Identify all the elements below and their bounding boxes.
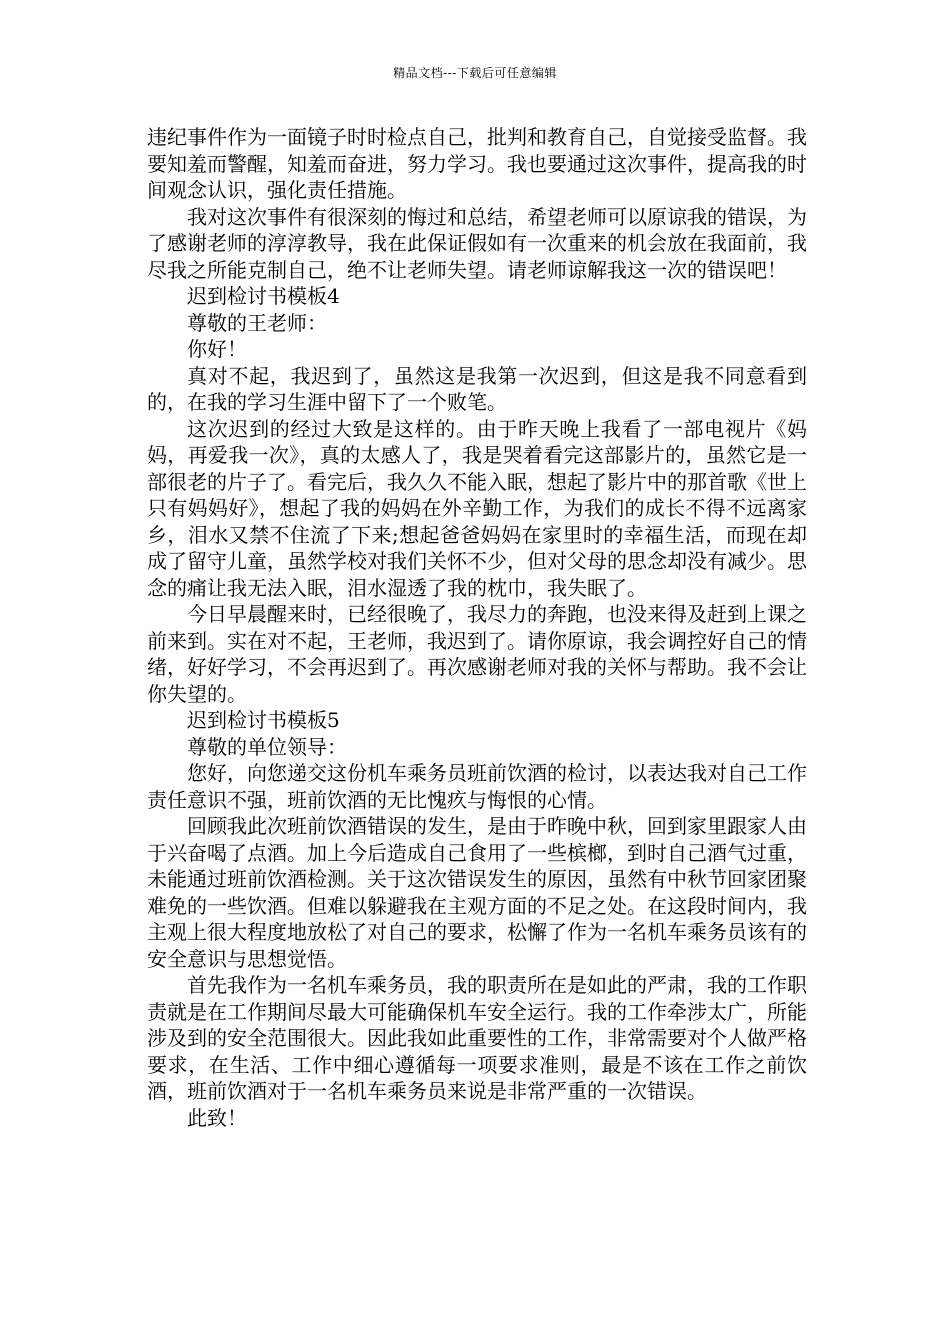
paragraph: 回顾我此次班前饮酒错误的发生，是由于昨晚中秋，回到家里跟家人由于兴奋喝了点酒。加上今后造成自己食用了一些槟榔，到时自己酒气过重，未能通过班前饮酒检测。关于这次错误发生的原因，虽然有中秋节回家团聚难免的一些饮酒。但难以躲避我在主观方面的不足之处。在这段时间内，我主观上很大程度地放松了对自己的要求，松懈了作为一名机车乘务员该有的安全意识与思想觉悟。 <box>147 814 807 971</box>
paragraph: 今日早晨醒来时，已经很晚了，我尽力的奔跑，也没来得及赶到上课之前来到。实在对不起，王老师，我迟到了。请你原谅，我会调控好自己的情绪，好好学习，不会再迟到了。再次感谢老师对我的关怀与帮助。我不会让你失望的。 <box>147 602 807 706</box>
section-title: 迟到检讨书模板4 <box>187 284 340 308</box>
paragraph: 这次迟到的经过大致是这样的。由于昨天晚上我看了一部电视片《妈妈，再爱我一次》，真的太感人了，我是哭着看完这部影片的，虽然它是一部很老的片子了。看完后，我久久不能入眠，想起了影片中的那首歌《世上只有妈妈好》，想起了我的妈妈在外辛勤工作，为我们的成长不得不远离家乡，泪水又禁不住流了下来;想起爸爸妈妈在家里时的幸福生活，而现在却成了留守儿童，虽然学校对我们关怀不少，但对父母的思念却没有减少。思念的痛让我无法入眠，泪水湿透了我的枕巾，我失眠了。 <box>147 416 807 600</box>
salutation: 尊敬的王老师： <box>187 310 327 335</box>
page-header: 精品文档---下载后可任意编辑 <box>393 66 557 80</box>
paragraph: 首先我作为一名机车乘务员，我的职责所在是如此的严肃，我的工作职责就是在工作期间尽最大可能确保机车安全运行。我的工作牵涉太广，所能涉及到的安全范围很大。因此我如此重要性的工作，非常需要对个人做严格要求，在生活、工作中细心遵循每一项要求准则，最是不该在工作之前饮酒，班前饮酒对于一名机车乘务员来说是非常严重的一次错误。 <box>147 973 807 1103</box>
closing: 此致！ <box>187 1105 247 1130</box>
paragraph: 真对不起，我迟到了，虽然这是我第一次迟到，但这是我不同意看到的，在我的学习生涯中留下了一个败笔。 <box>147 363 807 414</box>
greeting: 你好！ <box>187 337 247 361</box>
paragraph: 我对这次事件有很深刻的悔过和总结，希望老师可以原谅我的错误，为了感谢老师的淳淳教导，我在此保证假如有一次重来的机会放在我面前，我尽我之所能克制自己，绝不让老师失望。请老师谅解我这一次的错误吧！ <box>147 204 807 282</box>
salutation: 尊敬的单位领导： <box>187 734 347 759</box>
paragraph: 您好，向您递交这份机车乘务员班前饮酒的检讨，以表达我对自己工作责任意识不强，班前饮酒的无比愧疚与悔恨的心情。 <box>147 761 807 812</box>
paragraph: 违纪事件作为一面镜子时时检点自己，批判和教育自己，自觉接受监督。我要知羞而警醒，知羞而奋进，努力学习。我也要通过这次事件，提高我的时间观念认识，强化责任措施。 <box>147 125 807 202</box>
document-body <box>147 124 807 1131</box>
section-title: 迟到检讨书模板5 <box>187 708 340 732</box>
